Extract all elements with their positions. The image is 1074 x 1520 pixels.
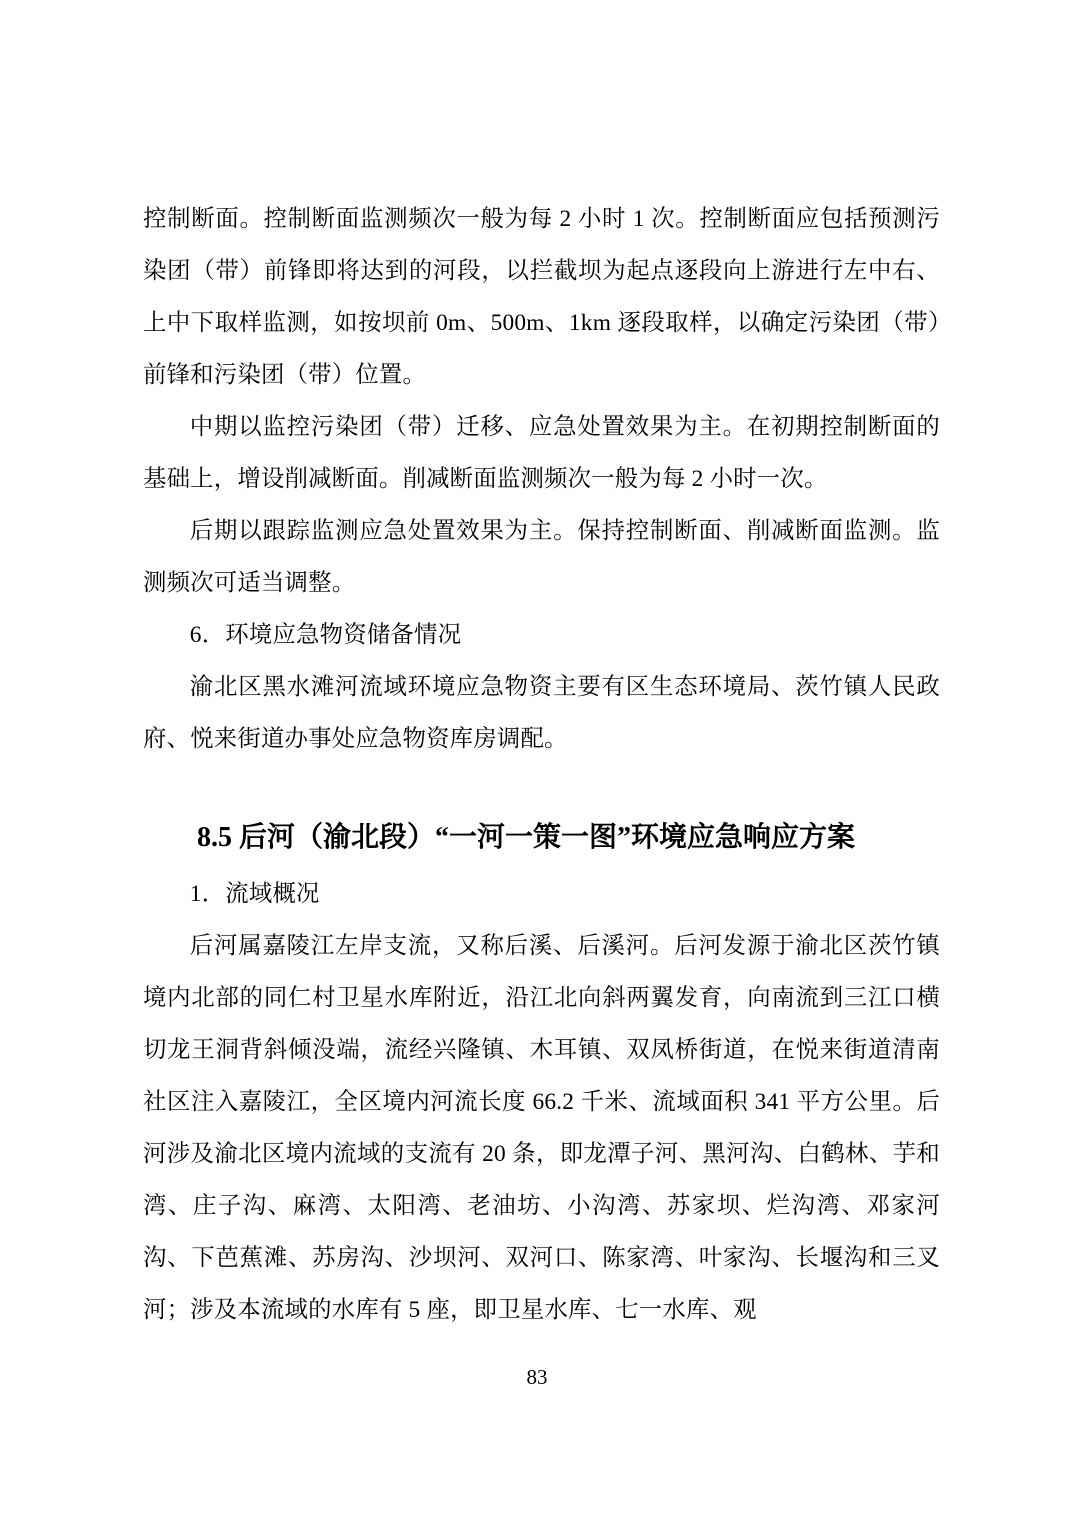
paragraph-monitoring-control-section: 控制断面。控制断面监测频次一般为每 2 小时 1 次。控制断面应包括预测污染团（带）前锋即将达到的河段，以拦截坝为起点逐段向上游进行左中右、上中下取样监测，如按坝前 0m、500m、1km 逐段取样，以确定污染团（带）前锋和污染团（带）位置。 <box>143 206 940 388</box>
paragraph-basin-overview-detail: 后河属嘉陵江左岸支流，又称后溪、后溪河。后河发源于渝北区茨竹镇境内北部的同仁村卫星水库附近，沿江北向斜两翼发育，向南流到三江口横切龙王洞背斜倾没端，流经兴隆镇、木耳镇、双凤桥街道，在悦来街道清南社区注入嘉陵江，全区境内河流长度 66.2 千米、流域面积 341 平方公里。后河涉及渝北区境内流域的支流有 20 条，即龙潭子河、黑河沟、白鹤林、芋和湾、庄子沟、麻湾、太阳湾、老油坊、小沟湾、苏家坝、烂沟湾、邓家河沟、下芭蕉滩、苏房沟、沙坝河、双河口、陈家湾、叶家沟、长堰沟和三叉河；涉及本流域的水库有 5 座，即卫星水库、七一水库、观 <box>143 933 940 1323</box>
paragraph-late-term-monitoring: 后期以跟踪监测应急处置效果为主。保持控制断面、削减断面监测。监测频次可适当调整。 <box>143 518 940 596</box>
paragraph-emergency-supplies-detail: 渝北区黑水滩河流域环境应急物资主要有区生态环境局、茨竹镇人民政府、悦来街道办事处应急物资库房调配。 <box>143 674 940 752</box>
subsection-heading-basin-overview: 1．流域概况 <box>189 881 320 907</box>
page-content <box>143 193 940 1336</box>
list-heading-emergency-supplies: 6．环境应急物资储备情况 <box>189 622 462 648</box>
paragraph-mid-term-monitoring: 中期以监控污染团（带）迁移、应急处置效果为主。在初期控制断面的基础上，增设削减断面。削减断面监测频次一般为每 2 小时一次。 <box>143 414 940 492</box>
page-number: 83 <box>526 1365 548 1389</box>
section-heading-8-5: 8.5 后河（渝北段）“一河一策一图”环境应急响应方案 <box>197 822 856 853</box>
